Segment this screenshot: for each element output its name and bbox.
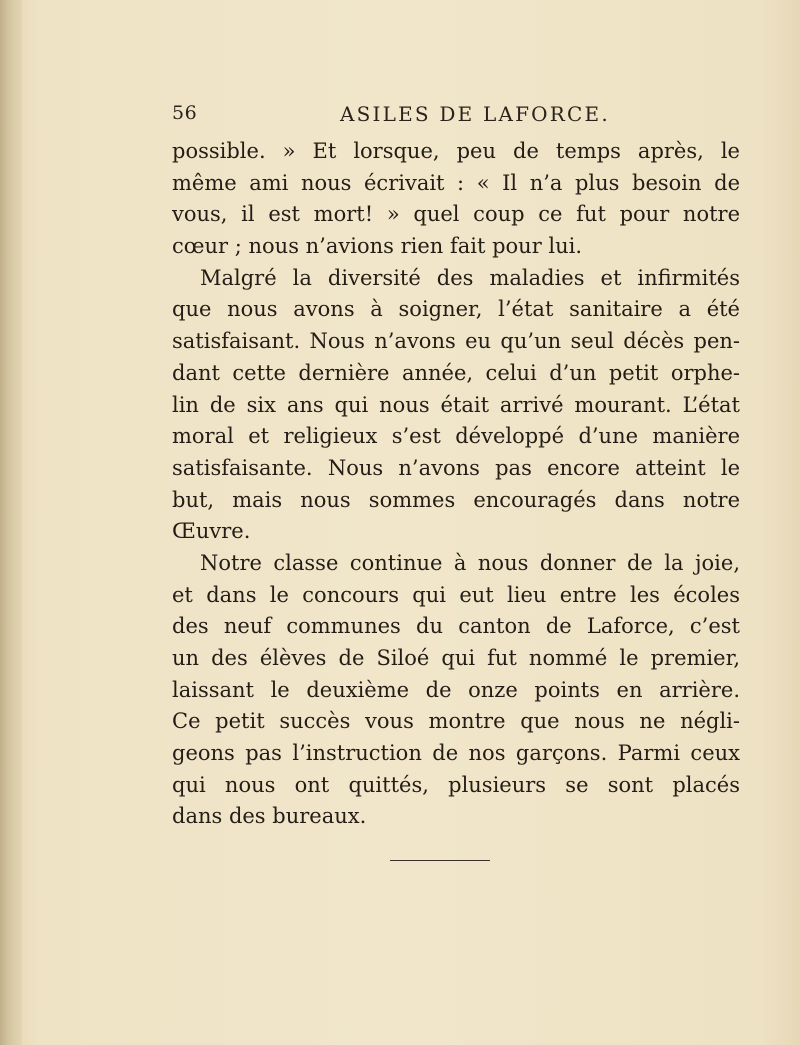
text-line: Œuvre. xyxy=(172,519,251,544)
text-line: des neuf communes du canton de Laforce, c’est xyxy=(172,614,740,639)
text-line: Malgré la diversité des maladies et infirmités xyxy=(200,265,740,290)
text-line: Ce petit succès vous montre que nous ne négli- xyxy=(172,709,740,734)
text-line: dans des bureaux. xyxy=(172,804,367,829)
text-line: vous, il est mort! » quel coup ce fut pour notre xyxy=(172,202,740,227)
text-line: Notre classe continue à nous donner de la joie, xyxy=(200,550,740,575)
page-number: 56 xyxy=(172,102,198,124)
text-line: même ami nous écrivait : « Il n’a plus besoin de xyxy=(172,170,740,195)
text-line: qui nous ont quittés, plusieurs se sont placés xyxy=(172,772,740,797)
text-line: laissant le deuxième de onze points en arrière. xyxy=(172,677,740,702)
text-line: satisfaisante. Nous n’avons pas encore atteint le xyxy=(172,455,740,480)
text-line: lin de six ans qui nous était arrivé mourant. L’état xyxy=(172,392,740,417)
text-line: satisfaisant. Nous n’avons eu qu’un seul décès pen- xyxy=(172,329,740,354)
text-line: dant cette dernière année, celui d’un petit orphe- xyxy=(172,360,740,385)
text-line: possible. » Et lorsque, peu de temps après, le xyxy=(172,139,740,163)
text-line: et dans le concours qui eut lieu entre les écoles xyxy=(172,582,740,607)
running-head: ASILES DE LAFORCE. xyxy=(340,102,610,126)
text-line: que nous avons à soigner, l’état sanitaire a été xyxy=(172,297,740,322)
text-line: moral et religieux s’est développé d’une manière xyxy=(172,424,740,449)
page-header xyxy=(172,100,642,130)
body-text xyxy=(172,136,740,833)
text-line: cœur ; nous n’avions rien fait pour lui. xyxy=(172,234,583,259)
text-line: but, mais nous sommes encouragés dans notre xyxy=(172,487,740,512)
text-line: un des élèves de Siloé qui fut nommé le premier, xyxy=(172,646,740,670)
page-gutter xyxy=(0,0,22,1045)
text-line: geons pas l’instruction de nos garçons. Parmi ceux xyxy=(172,741,740,766)
section-divider-rule xyxy=(390,860,490,861)
